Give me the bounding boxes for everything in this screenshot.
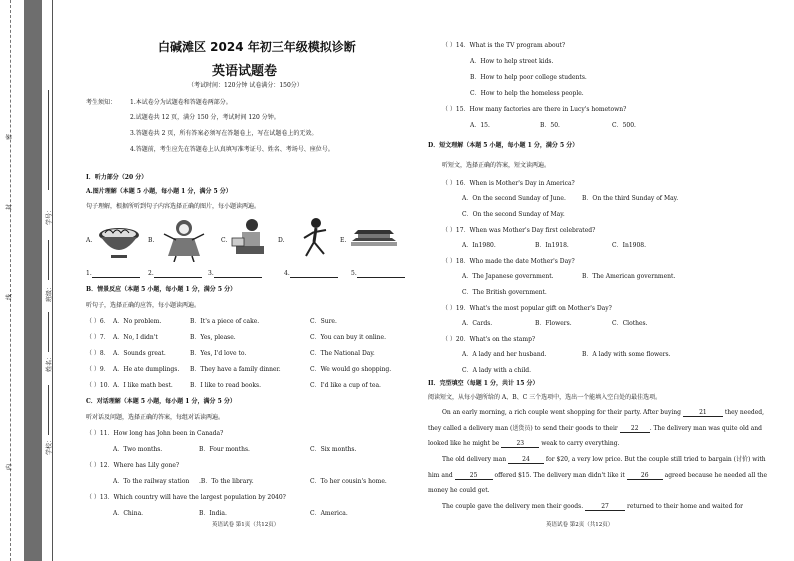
option-b: B．The American government. bbox=[582, 273, 676, 280]
passage-line: they called a delivery man (送货员) to send their goods to their 22 . The delivery man was quite old and bbox=[428, 425, 762, 432]
note-item: 1.本试卷分为试题卷和答题卷两部分。 bbox=[130, 99, 232, 106]
option-c: C．Six months. bbox=[310, 446, 357, 453]
option-c: C．Sure. bbox=[310, 318, 337, 325]
option-b: B．In1918. bbox=[535, 242, 569, 249]
question-text: （ ）11．How long has John been in Canada? bbox=[86, 430, 224, 437]
option-b: B．I like to read books. bbox=[190, 382, 261, 389]
field-line bbox=[48, 312, 49, 352]
answer-blank[interactable]: 2. bbox=[148, 270, 202, 278]
passage-line: The old delivery man 24 for $20, a very low price. But the couple still tried to bargain (讨价) with bbox=[442, 456, 766, 463]
passage-line: money he could get. bbox=[428, 487, 490, 494]
runner-picture bbox=[300, 216, 332, 262]
passage-line: The couple gave the delivery men their goods. 27 returned to their home and waited for bbox=[442, 503, 744, 510]
option-a: A．I like math best. bbox=[113, 382, 173, 389]
exam-title: 白碱滩区 2024 年初三年级模拟诊断 bbox=[158, 40, 356, 54]
option-c: C．The National Day. bbox=[310, 350, 375, 357]
pic-letter: A. bbox=[86, 237, 93, 244]
option-b: B．50. bbox=[540, 122, 560, 129]
note-item: 3.答题卷共 2 页，所有答案必须写在答题卷上，写在试题卷上的无效。 bbox=[130, 130, 318, 137]
pic-letter: E. bbox=[340, 237, 347, 244]
seal-word: 密 bbox=[6, 133, 13, 140]
option-a: A．To the railway station bbox=[113, 478, 190, 485]
option-a: A．He ate dumplings. bbox=[113, 366, 180, 373]
exam-subtitle: 英语试题卷 bbox=[212, 64, 278, 79]
partII-instruction: 阅读短文，从每小题所给的 A、B、C 三个选项中，选出一个能填入空白处的最佳选项。 bbox=[428, 394, 662, 401]
passage-line: him and 25 offered $15. The delivery man didn't like it 26 agreed because he needed all the bbox=[428, 472, 768, 479]
pic-letter: D. bbox=[278, 237, 285, 244]
passage-line: On an early morning, a rich couple went shopping for their party. After buying 21 they needed, bbox=[442, 409, 765, 416]
option-a: A．15. bbox=[470, 122, 490, 129]
secB-heading: B．情景反应（本题 5 小题，每小题 1 分，满分 5 分） bbox=[86, 286, 237, 293]
page-footer-right: 英语试卷 第2页（共12页） bbox=[546, 522, 614, 528]
reading-person-picture bbox=[230, 216, 268, 260]
question-text: （ ）15．How many factories are there in Lucy's hometown? bbox=[442, 106, 627, 113]
option-b: .B．To the library. bbox=[199, 478, 254, 485]
option-c: C．We would go shopping. bbox=[310, 366, 392, 373]
binding-strip bbox=[24, 0, 42, 561]
secC-instruction: 听对话及问题，选择正确的答案，每组对话读两遍。 bbox=[86, 414, 225, 421]
passage-line: looked like he might be 23 weak to carry everything. bbox=[428, 440, 620, 447]
option-a: A．In1980. bbox=[462, 242, 496, 249]
temple-picture bbox=[350, 228, 398, 248]
option-c: C．You can buy it online. bbox=[310, 334, 386, 341]
question-number: （ ）8． bbox=[86, 350, 110, 357]
answer-blank[interactable]: 3. bbox=[208, 270, 262, 278]
option-c: C．America. bbox=[310, 510, 348, 517]
option-c: C．In1908. bbox=[612, 242, 647, 249]
note-item: 2.试题卷共 12 页，满分 150 分，考试时间 120 分钟。 bbox=[130, 114, 280, 121]
option-c: C．Clothes. bbox=[612, 320, 648, 327]
question-number: （ ）10． bbox=[86, 382, 114, 389]
note-item: 4.答题前，考生应先在答题卷上认真填写准考证号、姓名、考场号、座位号。 bbox=[130, 146, 334, 153]
partII-heading: II．完型填空（每题 1 分，共计 15 分） bbox=[428, 380, 539, 387]
answer-blank[interactable]: 4. bbox=[284, 270, 338, 278]
option-a: A．The Japanese government. bbox=[462, 273, 554, 280]
option-c: C．How to help the homeless people. bbox=[470, 90, 584, 97]
page-footer-left: 英语试卷 第1页（共12页） bbox=[212, 522, 280, 528]
field-line bbox=[48, 90, 49, 190]
cloze-blank[interactable]: 26 bbox=[627, 472, 663, 480]
option-a: A．China. bbox=[113, 510, 144, 517]
part1-heading: I．听力部分（20 分） bbox=[86, 174, 148, 181]
option-c: C．The British government. bbox=[462, 289, 547, 296]
question-text: （ ）16．When is Mother's Day in America? bbox=[442, 180, 575, 187]
notes-label: 考生须知： bbox=[86, 99, 117, 106]
option-b: B．They have a family dinner. bbox=[190, 366, 281, 373]
option-b: B．Yes, I'd love to. bbox=[190, 350, 247, 357]
question-text: （ ）13．Which country will have the largest population by 2040? bbox=[86, 494, 286, 501]
binding-field-strip bbox=[42, 0, 53, 561]
cloze-blank[interactable]: 24 bbox=[508, 456, 544, 464]
field-line bbox=[48, 385, 49, 435]
field-line bbox=[48, 240, 49, 280]
option-b: B．Four months. bbox=[199, 446, 250, 453]
question-text: （ ）19．What's the most popular gift on Mother's Day? bbox=[442, 305, 612, 312]
secB-instruction: 听句子，选择正确的应答，每小题读两遍。 bbox=[86, 302, 201, 309]
question-text: （ ）20．What's on the stamp? bbox=[442, 336, 536, 343]
class-label: 班级： bbox=[46, 283, 53, 302]
secA-instruction: 句子理解，根据所听到句子内容选择正确的图片，每小题读两遍。 bbox=[86, 203, 261, 210]
cloze-blank[interactable]: 23 bbox=[501, 440, 539, 448]
pic-letter: B. bbox=[148, 237, 155, 244]
secC-heading: C．对话理解（本题 5 小题，每小题 1 分，满分 5 分） bbox=[86, 398, 236, 405]
option-b: B．On the third Sunday of May. bbox=[582, 195, 679, 202]
option-b: B．India. bbox=[199, 510, 227, 517]
question-text: （ ）18．Who made the date Mother's Day? bbox=[442, 258, 575, 265]
cloze-blank[interactable]: 25 bbox=[455, 472, 493, 480]
option-a: A．No, I didn't bbox=[113, 334, 158, 341]
secA-heading: A.图片理解（本题 5 小题，每小题 1 分，满分 5 分） bbox=[86, 188, 232, 195]
time-note: （考试时间：120分钟 试卷满分：150分） bbox=[188, 82, 303, 89]
option-a: A．Sounds great. bbox=[113, 350, 166, 357]
seal-word: 封 bbox=[6, 203, 13, 210]
question-number: （ ）6． bbox=[86, 318, 110, 325]
seal-word: 内 bbox=[6, 463, 13, 470]
option-a: A．On the second Sunday of June. bbox=[462, 195, 566, 202]
question-text: （ ）14．What is the TV program about? bbox=[442, 42, 566, 49]
option-a: A．A lady and her husband. bbox=[462, 351, 547, 358]
noodle-bowl-picture bbox=[97, 219, 142, 261]
seal-word: 线 bbox=[6, 293, 13, 300]
option-a: A．Two months. bbox=[113, 446, 163, 453]
secD-instruction: 听短文，选择正确的答案，短文读两遍。 bbox=[442, 162, 551, 169]
option-b: B．Yes, please. bbox=[190, 334, 236, 341]
cloze-blank[interactable]: 22 bbox=[620, 425, 650, 433]
name-label: 姓名： bbox=[46, 353, 53, 372]
question-number: （ ）7． bbox=[86, 334, 110, 341]
option-c: C．A lady with a child. bbox=[462, 367, 531, 374]
option-c: C．To her cousin's home. bbox=[310, 478, 387, 485]
girl-dancing-picture bbox=[160, 216, 208, 262]
option-c: C．On the second Sunday of May. bbox=[462, 211, 565, 218]
question-text: （ ）12．Where has Lily gone? bbox=[86, 462, 180, 469]
question-number: （ ）9． bbox=[86, 366, 110, 373]
option-b: B．It's a piece of cake. bbox=[190, 318, 260, 325]
cut-line bbox=[10, 0, 11, 561]
pic-letter: C. bbox=[221, 237, 228, 244]
option-b: B．How to help poor college students. bbox=[470, 74, 587, 81]
option-c: C．500. bbox=[612, 122, 636, 129]
answer-blank[interactable]: 1. bbox=[86, 270, 140, 278]
answer-blank[interactable]: 5. bbox=[351, 270, 405, 278]
cloze-blank[interactable]: 21 bbox=[683, 409, 723, 417]
option-b: B．A lady with some flowers. bbox=[582, 351, 671, 358]
cloze-blank[interactable]: 27 bbox=[585, 503, 625, 511]
school-label: 学校： bbox=[46, 436, 53, 455]
option-a: A．No problem. bbox=[113, 318, 162, 325]
secD-heading: D．短文理解（本题 5 小题，每小题 1 分，满分 5 分） bbox=[428, 142, 579, 149]
question-text: （ ）17．When was Mother's Day first celebrated? bbox=[442, 227, 596, 234]
option-b: B．Flowers. bbox=[535, 320, 572, 327]
option-a: A．How to help street kids. bbox=[470, 58, 554, 65]
option-c: C．I'd like a cup of tea. bbox=[310, 382, 381, 389]
student-id-label: 学号： bbox=[46, 206, 53, 225]
option-a: A．Cards. bbox=[462, 320, 493, 327]
